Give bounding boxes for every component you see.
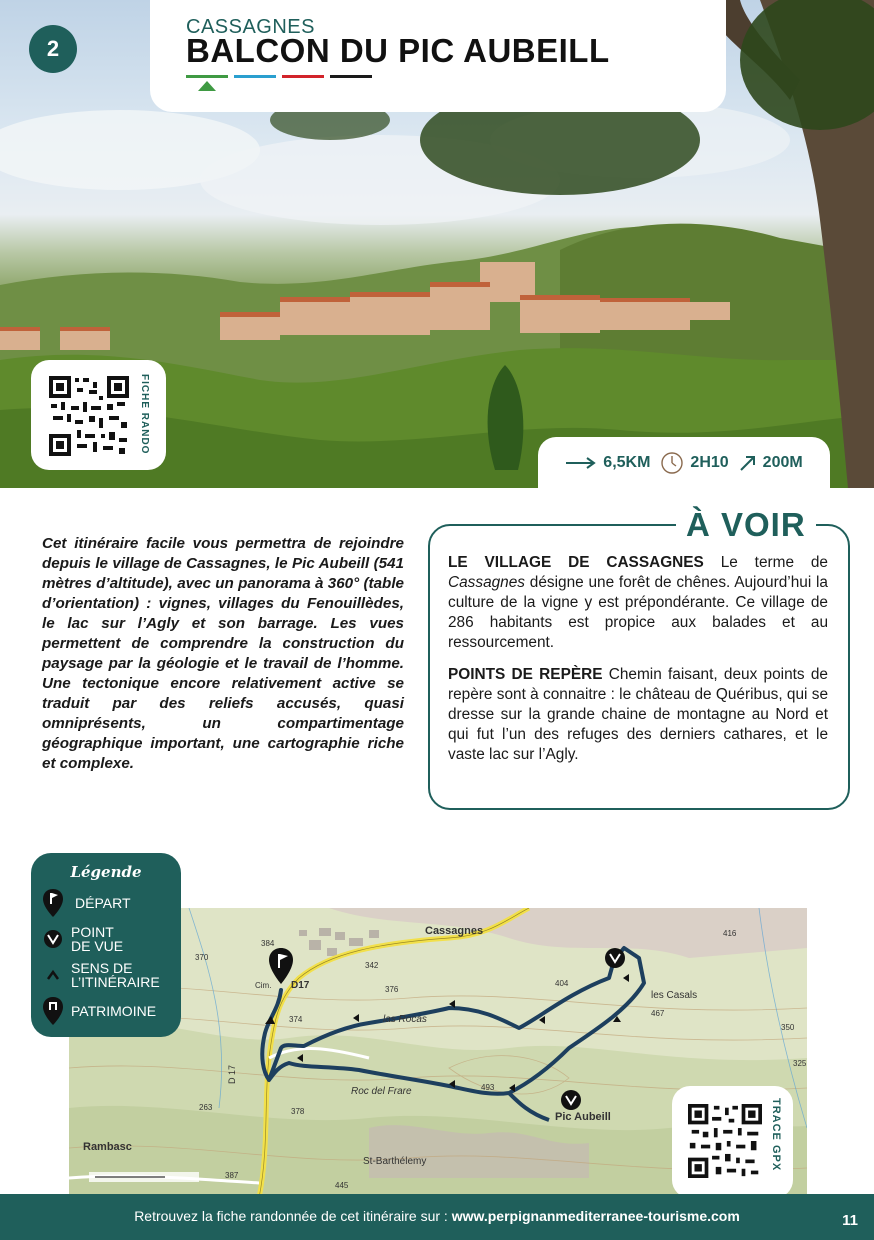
accent-bar-red	[282, 75, 324, 78]
map-label: Pic Aubeill	[555, 1111, 611, 1123]
map-label: Cassagnes	[425, 925, 484, 937]
a-voir-title: À VOIR	[676, 506, 816, 544]
accent-bar-green	[186, 75, 228, 78]
duration-value: 2H10	[690, 454, 729, 471]
viewpoint-icon[interactable]	[605, 948, 625, 968]
footer	[0, 1194, 874, 1240]
a-voir-content	[448, 553, 828, 777]
arrow-up-right-icon	[739, 454, 757, 472]
distance-value: 6,5KM	[603, 454, 651, 471]
elevation-label: Cim.	[255, 981, 272, 990]
map-label: St-Barthélemy	[363, 1156, 427, 1167]
elevation-label: 374	[289, 1015, 303, 1024]
elevation-label: 384	[261, 939, 275, 948]
map-label: las Rocas	[383, 1014, 427, 1025]
legend-item-heritage: PATRIMOINE	[43, 997, 156, 1025]
difficulty-marker-icon	[198, 81, 216, 91]
elevation-label: 387	[225, 1171, 239, 1180]
distance-stat	[565, 454, 650, 472]
a-voir-item-village: LE VILLAGE DE CASSAGNES Le terme de Cassagnes désigne une forêt de chênes. Aujourd’hui la culture de la vigne y est prépondérante. Ce village de 286 habitants est propice aux balades et au ressourcement.	[448, 554, 828, 651]
place-name: CASSAGNES	[186, 16, 315, 38]
map-label: les Casals	[651, 990, 698, 1001]
elevation-label: 263	[199, 1103, 213, 1112]
elevation-label: 416	[723, 929, 737, 938]
route-number-badge: 2	[29, 25, 77, 73]
legend-item-viewpoint: POINT DE VUE	[43, 925, 123, 953]
qr-fiche-label: FICHE RANDO	[139, 374, 150, 455]
viewpoint-icon	[43, 929, 63, 949]
page-title: BALCON DU PIC AUBEILL	[186, 32, 610, 69]
page-number: 11	[842, 1212, 858, 1229]
map-label: Rambasc	[83, 1141, 132, 1153]
viewpoint-icon[interactable]	[561, 1090, 581, 1110]
elevation-label: 378	[291, 1107, 305, 1116]
elevation-label: 370	[195, 953, 209, 962]
elevation-label: 325	[793, 1059, 807, 1068]
elevation-label: 445	[335, 1181, 349, 1190]
accent-bar-blue	[234, 75, 276, 78]
legend-item-direction: SENS DE L’ITINÉRAIRE	[43, 961, 160, 989]
legend-title: Légende	[70, 863, 142, 881]
intro-paragraph: Cet itinéraire facile vous permettra de rejoindre depuis le village de Cassagnes, le Pic Aubeill (541 mètres d’altitude), avec un panorama à 360° (table d’orientation) : vignes, villages du Fenouillèdes, le lac sur l’Agly et son barrage. Les vues permettent de comprendre la construction du paysage par la géologie et le travail de l’homme. Une tectonique encore relativement active se traduit par des reliefs accusés, quasi omniprésents, un compartimentage géographique important, une cartographie riche et complexe.	[42, 535, 404, 772]
a-voir-item-reperes: POINTS DE REPÈRE Chemin faisant, deux points de repère sont à connaitre : le château de Quéribus, qui se dresse sur la grande chaine de montagne au Nord et qui fut l’un des refuges des derniers cathares, et le vaste lac sur l’Agly.	[448, 666, 828, 763]
a-voir-heading: POINTS DE REPÈRE	[448, 666, 603, 683]
elevation-label: 342	[365, 961, 379, 970]
elevation-label: 376	[385, 985, 399, 994]
accent-bars	[186, 75, 372, 78]
elevation-stat	[739, 454, 803, 472]
legend-item-start: DÉPART	[43, 889, 131, 917]
qr-gpx-label: TRACE GPX	[770, 1098, 782, 1172]
duration-stat	[660, 451, 728, 475]
elevation-value: 200M	[762, 454, 803, 471]
direction-chevron-icon	[43, 968, 63, 982]
title-card	[150, 0, 726, 112]
footer-text: Retrouvez la fiche randonnée de cet itinéraire sur : www.perpignanmediterranee-tourisme.com	[134, 1208, 740, 1224]
accent-bar-black	[330, 75, 372, 78]
qr-code-icon[interactable]	[688, 1104, 762, 1178]
elevation-label: 467	[651, 1009, 665, 1018]
arrow-right-icon	[565, 456, 597, 470]
elevation-label: 350	[781, 1023, 795, 1032]
elevation-label: 404	[555, 979, 569, 988]
clock-icon	[660, 451, 684, 475]
qr-code-icon[interactable]	[49, 376, 129, 456]
hike-stats	[538, 437, 830, 489]
qr-gpx-card[interactable]	[672, 1086, 793, 1198]
elevation-label: 493	[481, 1083, 495, 1092]
heritage-pin-icon	[43, 997, 63, 1025]
a-voir-heading: LE VILLAGE DE CASSAGNES	[448, 554, 704, 571]
map-legend	[31, 853, 181, 1037]
scale-bar	[89, 1172, 199, 1182]
qr-fiche-rando-card[interactable]	[31, 360, 166, 470]
start-flag-pin-icon	[43, 889, 63, 917]
footer-link[interactable]: www.perpignanmediterranee-tourisme.com	[451, 1208, 740, 1224]
map-label: D17	[291, 980, 310, 991]
map-label: D 17	[227, 1064, 237, 1084]
map-label: Roc del Frare	[351, 1086, 412, 1097]
